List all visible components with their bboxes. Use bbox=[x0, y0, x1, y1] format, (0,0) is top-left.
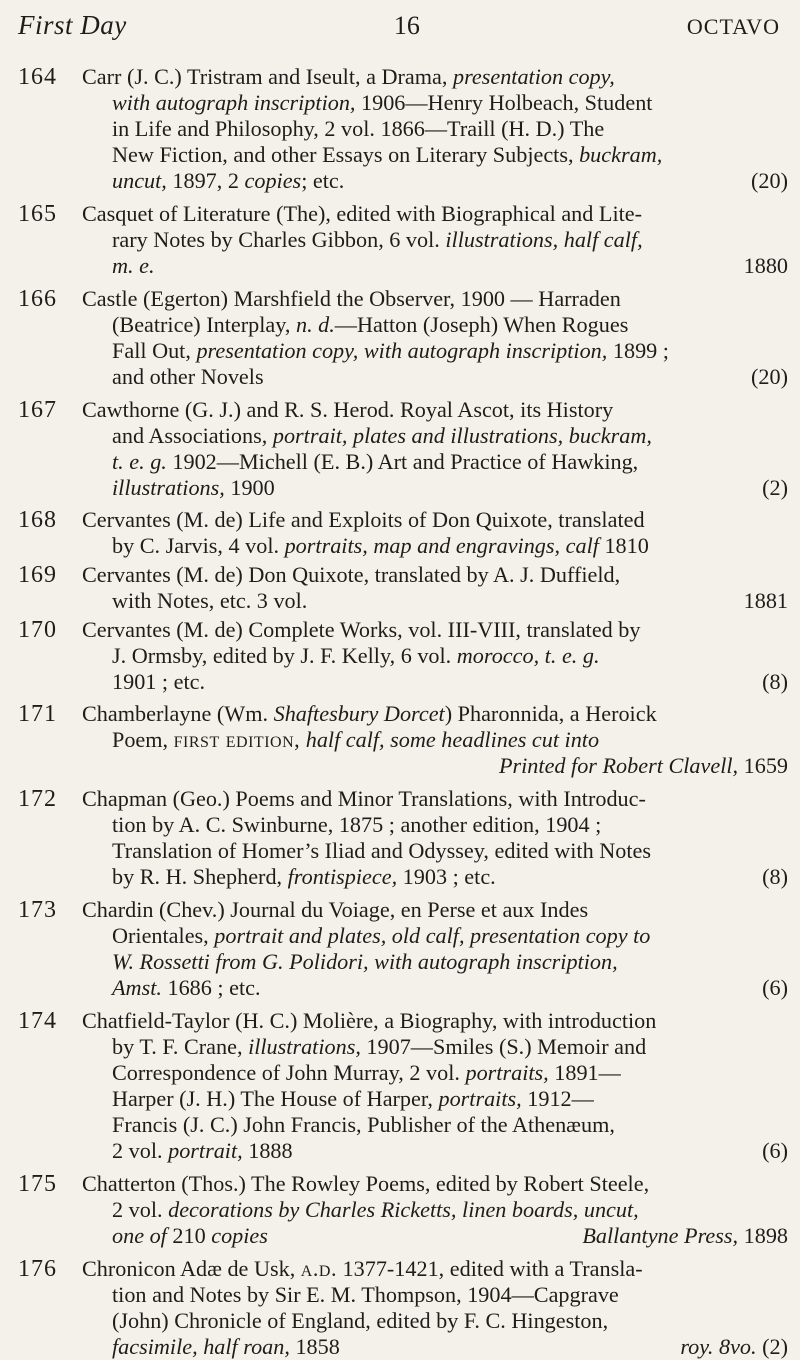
description-line bbox=[82, 533, 788, 559]
line-text bbox=[112, 142, 662, 168]
text-segment: by C. Jarvis, 4 vol. bbox=[112, 533, 285, 558]
text-segment: by T. F. Crane, bbox=[112, 1034, 249, 1059]
text-segment: n. d. bbox=[295, 312, 335, 337]
text-segment: facsimile, half roan, bbox=[112, 1334, 290, 1359]
text-segment: 1858 bbox=[289, 1334, 340, 1359]
description-line bbox=[82, 1334, 788, 1360]
lot-entry bbox=[18, 897, 788, 1001]
text-segment: first edition, bbox=[173, 727, 301, 752]
description-line bbox=[82, 253, 788, 279]
text-segment: 1906—Henry Holbeach, Student bbox=[355, 90, 653, 115]
text-segment: 1898 bbox=[738, 1223, 788, 1248]
lot-imprint bbox=[574, 1223, 788, 1249]
lot-entry bbox=[18, 701, 788, 779]
lot-price: (20) bbox=[751, 168, 788, 193]
lot-number: 175 bbox=[18, 1171, 57, 1197]
line-text bbox=[112, 168, 344, 194]
line-text bbox=[112, 227, 643, 253]
description-line bbox=[82, 864, 788, 890]
text-segment: uncut, bbox=[112, 168, 167, 193]
running-header bbox=[18, 10, 780, 44]
description-line bbox=[82, 168, 788, 194]
line-text bbox=[112, 1308, 608, 1334]
description-line bbox=[82, 838, 788, 864]
header-format: OCTAVO bbox=[686, 14, 780, 39]
lot-description bbox=[82, 1008, 788, 1164]
lot-description bbox=[82, 897, 788, 1001]
description-line bbox=[82, 1008, 788, 1034]
lot-description bbox=[82, 1256, 788, 1360]
text-segment: 1897, 2 bbox=[166, 168, 245, 193]
lot-list bbox=[18, 58, 788, 1360]
line-text bbox=[82, 897, 588, 923]
description-line bbox=[82, 1171, 788, 1197]
line-text bbox=[112, 1112, 615, 1138]
text-segment: Fall Out, bbox=[112, 338, 197, 363]
text-segment: Francis (J. C.) John Francis, Publisher of the Athenæum, bbox=[112, 1112, 615, 1137]
line-text bbox=[112, 423, 652, 449]
description-line bbox=[82, 475, 788, 501]
text-segment: Cawthorne (G. J.) and R. S. Herod. Royal Ascot, its History bbox=[82, 397, 614, 422]
text-segment: roy. 8vo. bbox=[680, 1334, 757, 1359]
text-segment: illustrations, bbox=[112, 475, 225, 500]
description-line bbox=[82, 227, 788, 253]
text-segment: Chatfield-Taylor (H. C.) Molière, a Biography, with introduction bbox=[82, 1008, 657, 1033]
text-segment: (2) bbox=[756, 1334, 788, 1359]
description-line bbox=[82, 116, 788, 142]
text-segment: Poem, bbox=[112, 727, 174, 752]
lot-description bbox=[82, 1171, 788, 1249]
text-segment: with autograph inscription, bbox=[112, 90, 356, 115]
line-text bbox=[112, 838, 651, 864]
line-text bbox=[82, 786, 646, 812]
text-segment: portrait, plates and illustrations, buckram, bbox=[272, 423, 652, 448]
text-segment: morocco, t. e. g. bbox=[456, 643, 600, 668]
description-line bbox=[82, 312, 788, 338]
line-text bbox=[112, 1282, 619, 1308]
text-segment: Chronicon Adæ de Usk, bbox=[82, 1256, 301, 1281]
line-text bbox=[112, 1197, 639, 1223]
lot-price: (6) bbox=[762, 1138, 788, 1163]
line-text bbox=[82, 201, 642, 227]
line-text bbox=[112, 449, 638, 475]
description-line bbox=[82, 975, 788, 1001]
line-text bbox=[82, 1171, 649, 1197]
text-segment: Cervantes (M. de) Don Quixote, translated by A. J. Duffield, bbox=[82, 562, 621, 587]
description-line bbox=[82, 1223, 788, 1249]
header-day: First Day bbox=[18, 10, 127, 40]
lot-number: 169 bbox=[18, 562, 57, 588]
text-segment: 1907—Smiles (S.) Memoir and bbox=[360, 1034, 647, 1059]
line-text bbox=[112, 669, 205, 695]
lot-description bbox=[82, 286, 788, 390]
text-segment: Chatterton (Thos.) The Rowley Poems, edited by Robert Steele, bbox=[82, 1171, 650, 1196]
lot-number: 170 bbox=[18, 617, 57, 643]
line-text bbox=[82, 286, 621, 312]
lot-price: (6) bbox=[762, 975, 788, 1000]
description-line bbox=[82, 507, 788, 533]
lot-entry bbox=[18, 1171, 788, 1249]
lot-description bbox=[82, 201, 788, 279]
description-line bbox=[82, 786, 788, 812]
description-line bbox=[82, 812, 788, 838]
text-segment: illustrations, bbox=[248, 1034, 361, 1059]
text-segment: 1902—Michell (E. B.) Art and Practice of Hawking, bbox=[166, 449, 639, 474]
text-segment: portraits, bbox=[465, 1060, 549, 1085]
description-line bbox=[82, 562, 788, 588]
text-segment: Ballantyne Press, bbox=[582, 1223, 739, 1248]
description-line bbox=[82, 727, 788, 753]
description-line bbox=[82, 64, 788, 90]
line-text bbox=[82, 562, 620, 588]
line-text bbox=[82, 64, 615, 90]
text-segment: 1899 ; bbox=[607, 338, 669, 363]
lot-entry bbox=[18, 286, 788, 390]
lot-description bbox=[82, 786, 788, 890]
line-text bbox=[112, 588, 307, 614]
text-segment: frontispiece, bbox=[287, 864, 398, 889]
text-segment: illustrations, half calf, bbox=[445, 227, 643, 252]
lot-entry bbox=[18, 617, 788, 695]
text-segment: New Fiction, and other Essays on Literary Subjects, bbox=[112, 142, 580, 167]
line-text bbox=[112, 1334, 340, 1360]
lot-description bbox=[82, 617, 788, 695]
line-text bbox=[112, 975, 261, 1001]
lot-number: 173 bbox=[18, 897, 57, 923]
text-segment: Chardin (Chev.) Journal du Voiage, en Perse et aux Indes bbox=[82, 897, 589, 922]
line-text bbox=[112, 1138, 293, 1164]
lot-imprint bbox=[672, 1334, 788, 1360]
lot-entry bbox=[18, 562, 788, 614]
description-line bbox=[82, 142, 788, 168]
text-segment: and other Novels bbox=[112, 364, 264, 389]
text-segment: Translation of Homer’s Iliad and Odyssey, edited with Notes bbox=[112, 838, 651, 863]
text-segment: Amst. bbox=[112, 975, 162, 1000]
text-segment: presentation copy, bbox=[452, 64, 615, 89]
text-segment: rary Notes by Charles Gibbon, 6 vol. bbox=[112, 227, 446, 252]
text-segment: 1686 ; etc. bbox=[161, 975, 261, 1000]
line-text bbox=[112, 475, 275, 501]
text-segment: 1810 bbox=[598, 533, 649, 558]
text-segment: J. Ormsby, edited by J. F. Kelly, 6 vol. bbox=[112, 643, 457, 668]
lot-description bbox=[82, 397, 788, 501]
description-line bbox=[82, 1197, 788, 1223]
line-text bbox=[112, 364, 264, 390]
line-text bbox=[112, 1034, 646, 1060]
line-text bbox=[82, 507, 645, 533]
lot-description bbox=[82, 507, 788, 559]
line-text bbox=[82, 397, 613, 423]
description-line bbox=[82, 1060, 788, 1086]
line-text bbox=[112, 533, 649, 559]
line-text bbox=[112, 643, 600, 669]
lot-entry bbox=[18, 507, 788, 559]
lot-description bbox=[82, 701, 788, 779]
description-line bbox=[82, 397, 788, 423]
text-segment: Cervantes (M. de) Life and Exploits of Don Quixote, translated bbox=[82, 507, 645, 532]
text-segment: Chamberlayne (Wm. bbox=[82, 701, 274, 726]
description-line bbox=[82, 449, 788, 475]
text-segment: t. e. g. bbox=[112, 449, 167, 474]
description-line bbox=[82, 701, 788, 727]
line-text bbox=[112, 1086, 594, 1112]
text-segment: and Associations, bbox=[112, 423, 273, 448]
lot-entry bbox=[18, 1008, 788, 1164]
description-line bbox=[82, 286, 788, 312]
text-segment: portraits, bbox=[438, 1086, 522, 1111]
description-line bbox=[82, 1308, 788, 1334]
line-text bbox=[112, 312, 628, 338]
text-segment: Castle (Egerton) Marshfield the Observer, 1900 — Harraden bbox=[82, 286, 621, 311]
lot-number: 174 bbox=[18, 1008, 57, 1034]
line-text bbox=[499, 753, 788, 779]
line-text bbox=[112, 90, 652, 116]
description-line bbox=[82, 643, 788, 669]
lot-entry bbox=[18, 1256, 788, 1360]
lot-number: 165 bbox=[18, 201, 57, 227]
lot-price: (8) bbox=[762, 864, 788, 889]
lot-number: 172 bbox=[18, 786, 57, 812]
text-segment: m. e. bbox=[112, 253, 155, 278]
text-segment: Harper (J. H.) The House of Harper, bbox=[112, 1086, 439, 1111]
description-line bbox=[82, 1034, 788, 1060]
lot-description bbox=[82, 562, 788, 614]
lot-price: (20) bbox=[751, 364, 788, 389]
line-text bbox=[112, 338, 669, 364]
description-line bbox=[82, 1138, 788, 1164]
description-line bbox=[82, 1086, 788, 1112]
page-number: 16 bbox=[393, 11, 420, 40]
text-segment: —Hatton (Joseph) When Rogues bbox=[334, 312, 629, 337]
text-segment: copies bbox=[244, 168, 302, 193]
lot-entry bbox=[18, 201, 788, 279]
lot-number: 166 bbox=[18, 286, 57, 312]
lot-entry bbox=[18, 64, 788, 194]
text-segment: 1901 ; etc. bbox=[112, 669, 206, 694]
text-segment: tion and Notes by Sir E. M. Thompson, 1904—Capgrave bbox=[112, 1282, 619, 1307]
lot-number: 168 bbox=[18, 507, 57, 533]
description-line bbox=[82, 897, 788, 923]
text-segment: one of bbox=[112, 1223, 167, 1248]
text-segment: 1912— bbox=[521, 1086, 594, 1111]
description-line bbox=[82, 201, 788, 227]
text-segment: 1900 bbox=[224, 475, 275, 500]
lot-price: (2) bbox=[762, 475, 788, 500]
line-text bbox=[82, 617, 641, 643]
line-text bbox=[112, 116, 604, 142]
description-line bbox=[82, 423, 788, 449]
line-text bbox=[112, 1060, 621, 1086]
line-text bbox=[82, 1008, 656, 1034]
text-segment: 1903 ; etc. bbox=[397, 864, 496, 889]
text-segment: ; etc. bbox=[301, 168, 345, 193]
text-segment: by R. H. Shepherd, bbox=[112, 864, 288, 889]
text-segment: (Beatrice) Interplay, bbox=[112, 312, 296, 337]
text-segment: Casquet of Literature (The), edited with Biographical and Lite- bbox=[82, 201, 643, 226]
text-segment: Orientales, bbox=[112, 923, 215, 948]
line-text bbox=[82, 1256, 643, 1282]
line-text bbox=[82, 701, 657, 727]
text-segment: with Notes, etc. 3 vol. bbox=[112, 588, 308, 613]
description-line bbox=[82, 669, 788, 695]
line-text bbox=[112, 923, 650, 949]
description-line bbox=[82, 90, 788, 116]
lot-number: 167 bbox=[18, 397, 57, 423]
text-segment: W. Rossetti from G. Polidori, with autograph inscription, bbox=[112, 949, 618, 974]
line-text bbox=[112, 949, 618, 975]
line-text bbox=[112, 727, 599, 753]
text-segment: ) Pharonnida, a Heroick bbox=[444, 701, 657, 726]
text-segment: Chapman (Geo.) Poems and Minor Translations, with Introduc- bbox=[82, 786, 646, 811]
text-segment: Printed for Robert bbox=[498, 753, 663, 778]
lot-description bbox=[82, 64, 788, 194]
text-segment: half calf, some headlines cut into bbox=[305, 727, 600, 752]
lot-price: (8) bbox=[762, 669, 788, 694]
text-segment: 1377-1421, edited with a Transla- bbox=[337, 1256, 643, 1281]
text-segment: in Life and Philosophy, 2 vol. 1866—Traill (H. D.) The bbox=[112, 116, 605, 141]
description-line bbox=[82, 588, 788, 614]
lot-number: 176 bbox=[18, 1256, 57, 1282]
description-line bbox=[82, 1256, 788, 1282]
description-line bbox=[82, 338, 788, 364]
text-segment: Cervantes (M. de) Complete Works, vol. III-VIII, translated by bbox=[82, 617, 641, 642]
description-line bbox=[82, 949, 788, 975]
lot-price: 1881 bbox=[743, 588, 788, 613]
lot-entry bbox=[18, 397, 788, 501]
text-segment: Carr (J. C.) Tristram and Iseult, a Drama, bbox=[82, 64, 453, 89]
description-line bbox=[82, 617, 788, 643]
text-segment: 1891— bbox=[548, 1060, 621, 1085]
text-segment: 2 vol. bbox=[112, 1138, 169, 1163]
text-segment: presentation copy, with autograph inscription, bbox=[196, 338, 608, 363]
text-segment: 1888 bbox=[242, 1138, 293, 1163]
text-segment: tion by A. C. Swinburne, 1875 ; another edition, 1904 ; bbox=[112, 812, 602, 837]
description-line bbox=[82, 923, 788, 949]
line-text bbox=[112, 253, 155, 279]
lot-entry bbox=[18, 786, 788, 890]
text-segment: 1659 bbox=[738, 753, 788, 778]
text-segment: (John) Chronicle of England, edited by F. C. Hingeston, bbox=[112, 1308, 609, 1333]
text-segment: Correspondence of John Murray, 2 vol. bbox=[112, 1060, 466, 1085]
description-line bbox=[82, 1112, 788, 1138]
description-line bbox=[82, 753, 788, 779]
line-text bbox=[112, 812, 601, 838]
line-text bbox=[112, 1223, 268, 1249]
description-line bbox=[82, 364, 788, 390]
text-segment: Shaftesbury Dorcet bbox=[273, 701, 445, 726]
text-segment: buckram, bbox=[579, 142, 663, 167]
lot-number: 164 bbox=[18, 64, 57, 90]
text-segment: copies bbox=[211, 1223, 268, 1248]
text-segment: decorations by Charles Ricketts, linen boards, uncut, bbox=[168, 1197, 639, 1222]
text-segment: Clavell, bbox=[668, 753, 739, 778]
text-segment: portrait, bbox=[168, 1138, 243, 1163]
text-segment: a.d. bbox=[300, 1256, 337, 1281]
text-segment: portraits, map and engravings, calf bbox=[284, 533, 599, 558]
description-line bbox=[82, 1282, 788, 1308]
text-segment: 210 bbox=[166, 1223, 212, 1248]
lot-price: 1880 bbox=[743, 253, 788, 278]
line-text bbox=[112, 864, 496, 890]
text-segment: portrait and plates, old calf, presentation copy to bbox=[214, 923, 651, 948]
text-segment: 2 vol. bbox=[112, 1197, 169, 1222]
lot-number: 171 bbox=[18, 701, 57, 727]
